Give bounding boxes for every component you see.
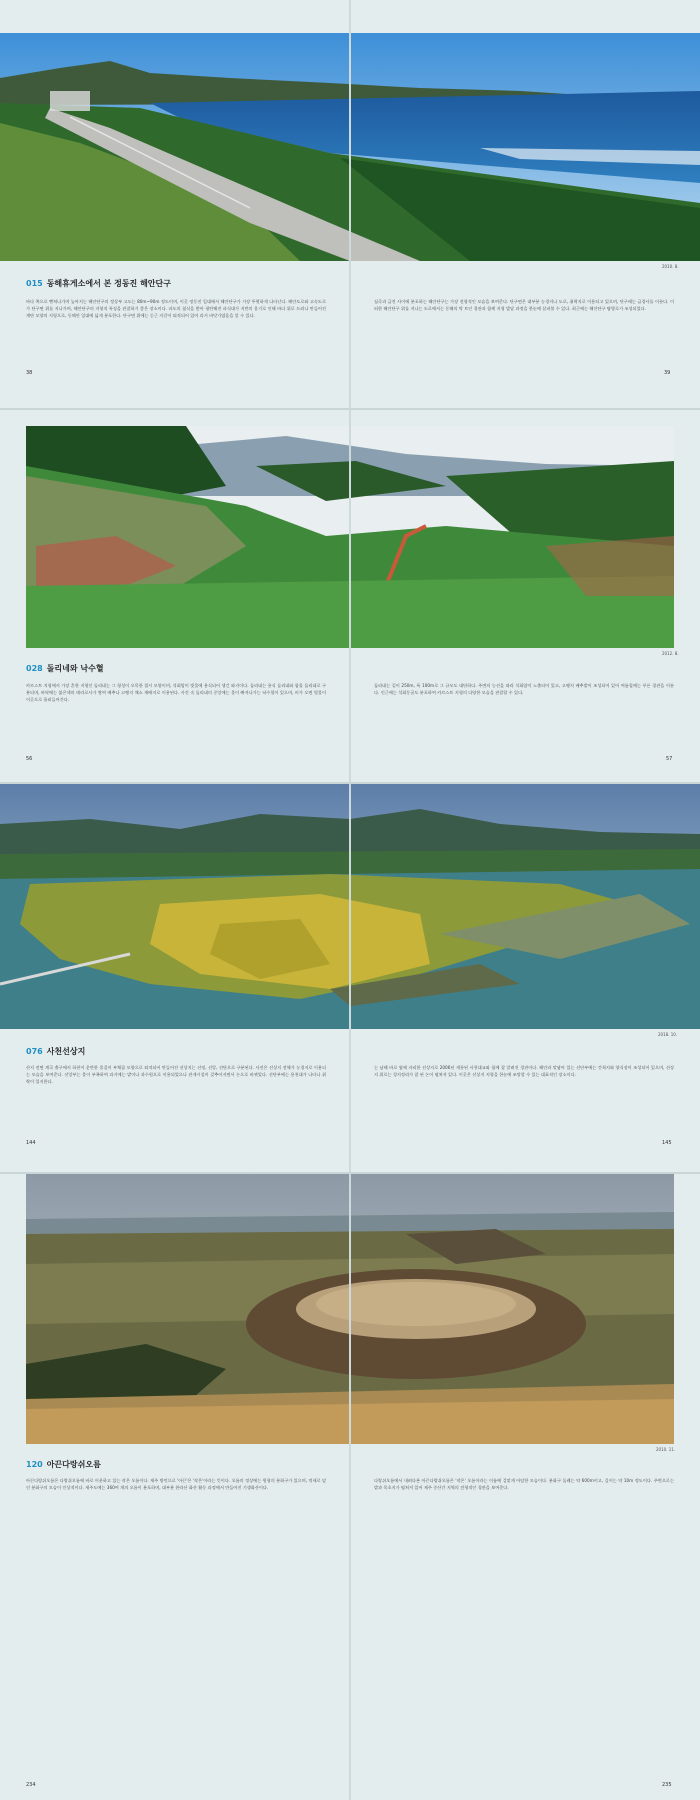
photo-date: 2018. 10. [658,1032,678,1037]
page-number-right: 235 [662,1782,672,1788]
body-text-left: 바다 쪽으로 뻗쳐나가며 높아지는 해안단구의 정상부 고도는 80m~90m 정도이며, 이곳 정동진 일대에서 해안단구가 가장 뚜렷하게 나타난다. 해안도로와 고속도로가 단구면 위를 지나가며, 해안단구의 지형적 특징을 관찰하기 좋은 장소이다. 파도의 침식을 받아 평탄해진 파식대가 지반의 융기로 인해 바다 위로 드러나 만들어진 계단 모양의 지형으로, 동해안 일대에 넓게 분포한다. 단구면 위에는 둥근 자갈이 퇴적되어 있어 과거 바닷가였음을 알 수 있다. [26,299,326,318]
section-number: 028 [26,664,43,673]
spread-4 [0,1174,700,1800]
photo-date: 2010. 11. [656,1447,676,1452]
page-number-right: 145 [662,1140,672,1146]
section-number: 120 [26,1460,43,1469]
section-heading [26,278,171,289]
section-title: 사천선상지 [46,1047,86,1056]
spread-2 [0,410,700,783]
page-number-right: 39 [664,370,671,376]
section-heading [26,663,104,674]
book-spine [349,410,351,783]
page-number-left: 56 [26,756,33,762]
section-title: 아끈다랑쉬오름 [46,1460,101,1469]
section-title: 돌리네와 낙수혈 [46,664,104,673]
page-number-right: 57 [666,756,673,762]
book-spine [349,1174,351,1800]
page-number-left: 234 [26,1782,36,1788]
body-text-left: 카르스트 지형에서 가장 흔한 지형인 돌리네는 그 형성이 오목한 접시 모양이며, 석회암이 빗물에 용식되어 생긴 와지이다. 돌리네는 용식 돌리네와 함몰 돌리네로 구분되며, 바닥에는 붉은색의 테라로사가 쌓여 배추나 고랭지 채소 재배지로 이용된다. 사진 속 돌리네의 중앙에는 물이 빠져나가는 낙수혈이 있으며, 비가 오면 빗물이 이곳으로 흘러들어간다. [26,683,326,702]
section-heading [26,1046,85,1057]
photo-date: 2010. 8. [662,264,679,269]
section-heading [26,1459,101,1470]
body-text-left: 산지 전면 계곡 출구에서 하천이 운반한 물질이 부채꼴 모양으로 퇴적되어 만들어진 선상지는 선정, 선앙, 선단으로 구분된다. 사진은 선상지 전체가 농경지로 이용되는 모습을 보여준다. 선앙부는 물이 부족하여 과거에는 밭이나 과수원으로 이용되었으나 관개시설이 갖추어지면서 논으로 바뀌었다. 선단부에는 용천대가 나타나 취락이 입지한다. [26,1065,326,1084]
body-text-left: 아끈다랑쉬오름은 다랑쉬오름에 바로 이웃하고 있는 작은 오름이다. 제주 방언으로 '아끈'은 '작은'이라는 뜻이다. 오름의 정상에는 원형의 분화구가 있으며, 억새로 덮인 분화구의 모습이 인상적이다. 제주도에는 360여 개의 오름이 분포하며, 대부분 한라산 화산 활동 과정에서 만들어진 기생화산이다. [26,1478,326,1490]
section-title: 동해휴게소에서 본 정동진 해안단구 [46,279,171,288]
book-spine [349,784,351,1172]
page-number-left: 38 [26,370,33,376]
photo-date: 2012. 8. [662,651,679,656]
section-number: 076 [26,1047,43,1056]
section-number: 015 [26,279,43,288]
body-text-right: 심곡과 금진 사이에 분포하는 해안단구는 가장 전형적인 모습을 보여준다. 단구면은 대부분 농경지나 도로, 취락지로 이용되고 있으며, 단구애는 급경사를 이룬다. 이러한 해안단구 위를 지나는 도로에서는 동해의 탁 트인 경관과 함께 지형 발달 과정을 한눈에 살펴볼 수 있다. 최근에는 해안단구 탐방로가 조성되었다. [374,299,674,311]
body-text-right: 돌리네는 길이 250m, 폭 100m로 그 규모도 대단하다. 주변의 능선을 따라 석회암이 노출되어 있고, 고랭지 배추밭이 조성되어 있어 여름철에는 푸른 경관을 이룬다. 인근에는 석회동굴도 분포하여 카르스트 지형의 다양한 모습을 관찰할 수 있다. [374,683,674,695]
body-text-right: 다랑쉬오름에서 내려다본 아끈다랑쉬오름은 '작은' 오름이라는 이름에 걸맞게 아담한 모습이다. 분화구 둘레는 약 600m이고, 깊이는 약 10m 정도이다. 주변으로는 밭과 목초지가 펼쳐져 있어 제주 중산간 지역의 전형적인 경관을 보여준다. [374,1478,674,1490]
page-number-left: 144 [26,1140,36,1146]
spread-1 [0,0,700,410]
body-text-right: 는 남해 바로 옆에 자리한 선상지로 2006년 개통된 사천대교와 함께 잘 알려진 경관이다. 해안과 맞닿아 있는 선단부에는 간척지와 양식장이 조성되어 있으며, 선상지 위로는 경지정리가 잘 된 논이 펼쳐져 있다. 이곳은 선상지 지형을 한눈에 조망할 수 있는 대표적인 장소이다. [374,1065,674,1077]
book-spine [349,0,351,410]
spread-3 [0,784,700,1172]
